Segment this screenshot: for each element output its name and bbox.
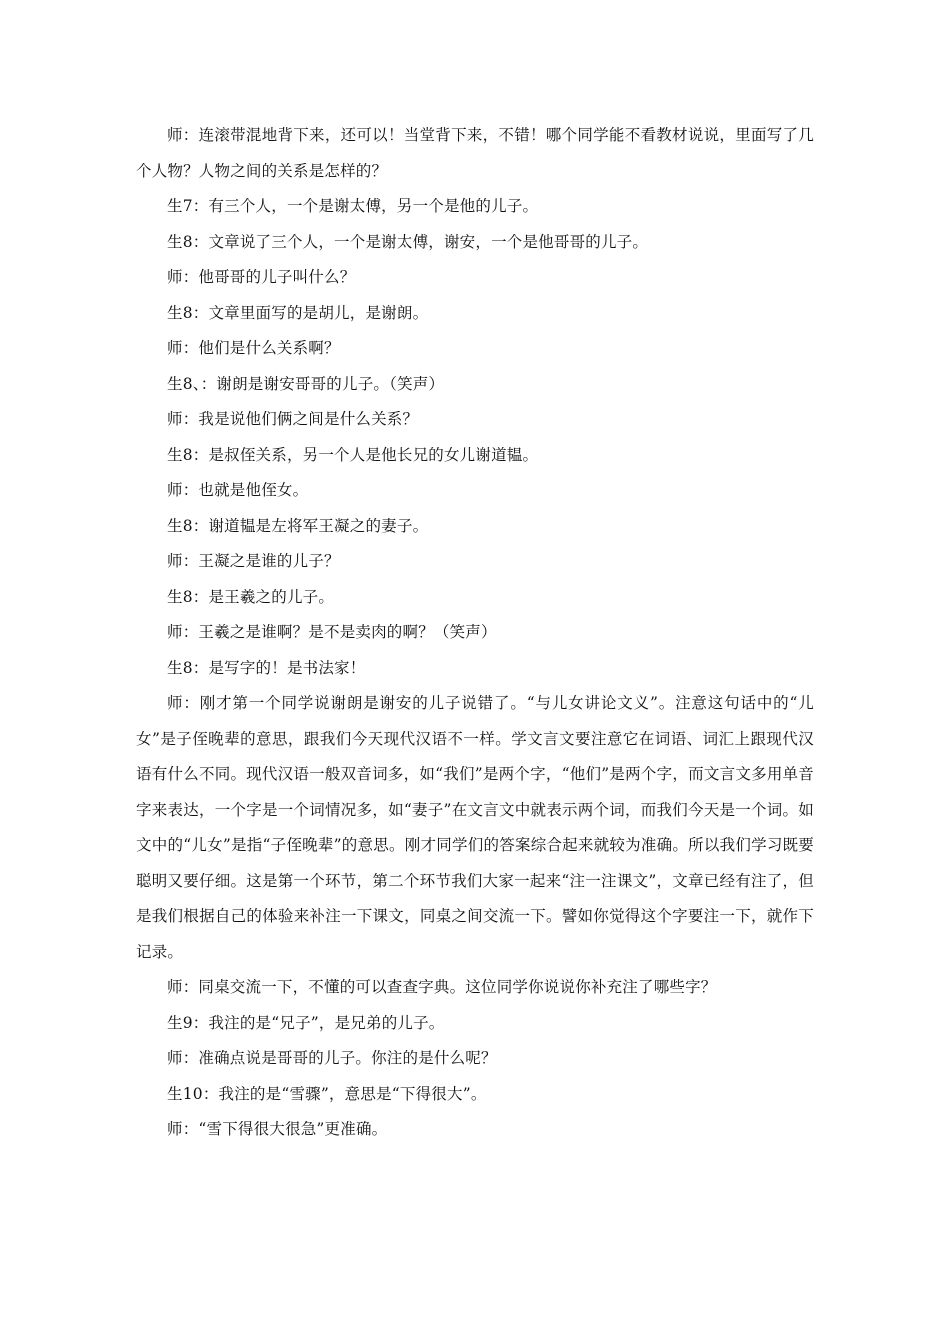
paragraph: 师：王凝之是谁的儿子？ <box>167 552 340 570</box>
paragraph: 生10：我注的是“雪骤”，意思是“下得很大”。 <box>167 1084 487 1103</box>
paragraph: 生8：是写字的！是书法家！ <box>167 658 366 677</box>
paragraph: 生8：文章里面写的是胡儿，是谢朗。 <box>167 303 429 322</box>
paragraph: 师：我是说他们俩之间是什么关系？ <box>167 410 419 428</box>
paragraph: 生8：文章说了三个人，一个是谢太傅，谢安，一个是他哥哥的儿子。 <box>167 232 649 251</box>
paragraph: 生8：是叔侄关系，另一个人是他长兄的女儿谢道韫。 <box>167 445 539 464</box>
paragraph: 师：也就是他侄女。 <box>167 481 309 499</box>
paragraph: 生7：有三个人，一个是谢太傅，另一个是他的儿子。 <box>167 197 539 215</box>
paragraph: 师：同桌交流一下，不懂的可以查查字典。这位同学你说说你补充注了哪些字？ <box>167 978 717 996</box>
paragraph: 师：准确点说是哥哥的儿子。你注的是什么呢？ <box>167 1049 497 1067</box>
paragraph: 生9：我注的是“兄子”，是兄弟的儿子。 <box>167 1013 445 1032</box>
document-page <box>136 118 814 1148</box>
paragraph: 生8、：谢朗是谢安哥哥的儿子。（笑声） <box>167 374 445 393</box>
paragraph: 师：他们是什么关系啊？ <box>167 339 340 357</box>
paragraph: 师：“雪下得很大很急”更准确。 <box>167 1120 388 1138</box>
paragraph: 师：连滚带混地背下来，还可以！当堂背下来，不错！哪个同学能不看教材说说，里面写了几个人物？人物之间的关系是怎样的？ <box>136 126 814 180</box>
paragraph: 师：王羲之是谁啊？是不是卖肉的啊？（笑声） <box>167 623 497 641</box>
paragraph: 生8：是王羲之的儿子。 <box>167 587 335 606</box>
paragraph: 生8：谢道韫是左将军王凝之的妻子。 <box>167 516 429 535</box>
paragraph: 师：刚才第一个同学说谢朗是谢安的儿子说错了。“与儿女讲论文义”。注意这句话中的“儿女”是子侄晚辈的意思，跟我们今天现代汉语不一样。学文言文要注意它在词语、词汇上跟现代汉语有什么不同。现代汉语一般双音词多，如“我们”是两个字，“他们”是两个字，而文言文多用单音字来表达，一个字是一个词情况多，如“妻子”在文言文中就表示两个词，而我们今天是一个词。如文中的“儿女”是指“子侄晚辈”的意思。刚才同学们的答案综合起来就较为准确。所以我们学习既要聪明又要仔细。这是第一个环节，第二个环节我们大家一起来“注一注课文”，文章已经有注了，但是我们根据自己的体验来补注一下课文，同桌之间交流一下。譬如你觉得这个字要注一下，就作下记录。 <box>136 694 814 961</box>
paragraph: 师：他哥哥的儿子叫什么？ <box>167 268 356 286</box>
